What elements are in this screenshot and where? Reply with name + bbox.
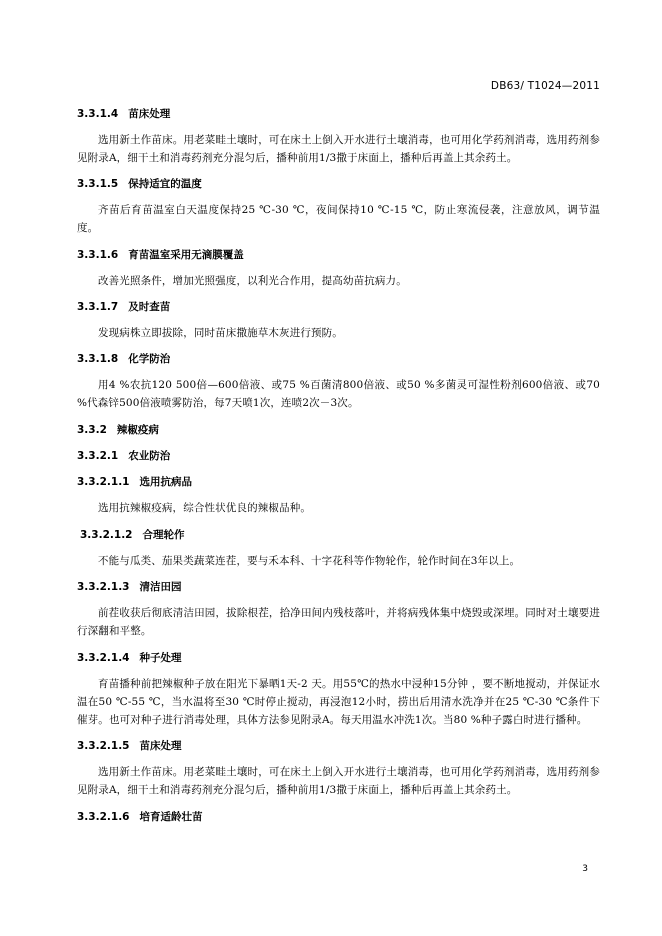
- section-title: 保持适宜的温度: [128, 178, 202, 190]
- paragraph: 不能与瓜类、茄果类蔬菜连茬，要与禾本科、十字花科等作物轮作，轮作时间在3年以上。: [98, 555, 521, 567]
- section-heading: [77, 247, 600, 263]
- section-heading: [77, 176, 600, 192]
- section-title: 培育适龄壮苗: [139, 811, 203, 823]
- document-body: [77, 106, 600, 825]
- section-title: 清洁田园: [139, 581, 182, 593]
- section-title: 选用抗病品: [139, 476, 192, 488]
- section-title: 辣椒疫病: [116, 424, 159, 436]
- section-number: 3.3.1.7: [77, 301, 119, 313]
- section-number: 3.3.1.5: [77, 178, 119, 190]
- section-number: 3.3.2.1.5: [77, 740, 130, 752]
- section-heading: [77, 738, 600, 754]
- section-heading: [77, 650, 600, 666]
- section-number: 3.3.1.8: [77, 353, 119, 365]
- section-number: 3.3.2: [77, 424, 107, 436]
- section-number: 3.3.2.1.4: [77, 652, 130, 664]
- section-heading: [77, 422, 600, 438]
- section-heading: [77, 474, 600, 490]
- section-title: 农业防治: [128, 450, 171, 462]
- document-code: DB63/ T1024—2011: [490, 80, 600, 92]
- section-heading: [77, 351, 600, 367]
- section-title: 育苗温室采用无滴膜覆盖: [128, 249, 244, 261]
- section-number: 3.3.2.1.6: [77, 811, 130, 823]
- paragraph: 齐苗后育苗温室白天温度保持25 ℃-30 ℃，夜间保持10 ℃-15 ℃，防止寒流侵袭，注意放风，调节温度。: [77, 204, 600, 234]
- page-number: 3: [582, 864, 588, 874]
- section-number: 3.3.1.4: [77, 108, 119, 120]
- section-number: 3.3.2.1.3: [77, 581, 130, 593]
- paragraph: 改善光照条件，增加光照强度，以利光合作用，提高幼苗抗病力。: [98, 275, 407, 287]
- section-title: 及时查苗: [128, 301, 171, 313]
- section-heading: [80, 527, 600, 543]
- section-title: 合理轮作: [142, 529, 185, 541]
- section-heading: [77, 299, 600, 315]
- paragraph: 选用新土作苗床。用老菜畦土壤时，可在床土上倒入开水进行土壤消毒，也可用化学药剂消毒，选用药剂参见附录A，细干土和消毒药剂充分混匀后，播种前用1/3撒于床面上，播种后再盖上其余药土。: [77, 766, 600, 796]
- paragraph: 育苗播种前把辣椒种子放在阳光下暴晒1天-2 天。用55℃的热水中浸种15分钟 ，要不断地搅动，并保证水温在50 ℃-55 ℃，当水温将至30 ℃时停止搅动，再浸泡12小时，捞出后用清水洗净并在25 ℃-30 ℃条件下催芽。也可对种子进行消毒处理，具体方法参见附录A。每天用温水冲洗1次。当80 %种子露白时进行播种。: [77, 678, 600, 726]
- section-heading: [77, 579, 600, 595]
- section-title: 苗床处理: [139, 740, 182, 752]
- section-title: 苗床处理: [128, 108, 171, 120]
- paragraph: 前茬收获后彻底清洁田园，拔除根茬，拾净田间内残枝落叶，并将病残体集中烧毁或深埋。同时对土壤要进行深翻和平整。: [77, 607, 600, 637]
- section-heading: [77, 448, 600, 464]
- section-number: 3.3.1.6: [77, 249, 119, 261]
- section-number: 3.3.2.1.1: [77, 476, 130, 488]
- paragraph: 选用抗辣椒疫病，综合性状优良的辣椒品种。: [98, 502, 311, 514]
- section-title: 化学防治: [128, 353, 171, 365]
- paragraph: 选用新土作苗床。用老菜畦土壤时，可在床土上倒入开水进行土壤消毒，也可用化学药剂消毒，选用药剂参见附录A，细干土和消毒药剂充分混匀后，播种前用1/3撒于床面上，播种后再盖上其余药土。: [77, 134, 600, 164]
- section-title: 种子处理: [139, 652, 182, 664]
- section-heading: [77, 809, 600, 825]
- paragraph: 用4 %农抗120 500倍—600倍液、或75 %百菌清800倍液、或50 %多菌灵可湿性粉剂600倍液、或70 %代森锌500倍液喷雾防治，每7天喷1次，连喷2次－3次。: [77, 379, 600, 409]
- section-heading: [77, 106, 600, 122]
- section-number: 3.3.2.1.2: [80, 529, 133, 541]
- paragraph: 发现病株立即拔除，同时苗床撒施草木灰进行预防。: [98, 327, 343, 339]
- section-number: 3.3.2.1: [77, 450, 119, 462]
